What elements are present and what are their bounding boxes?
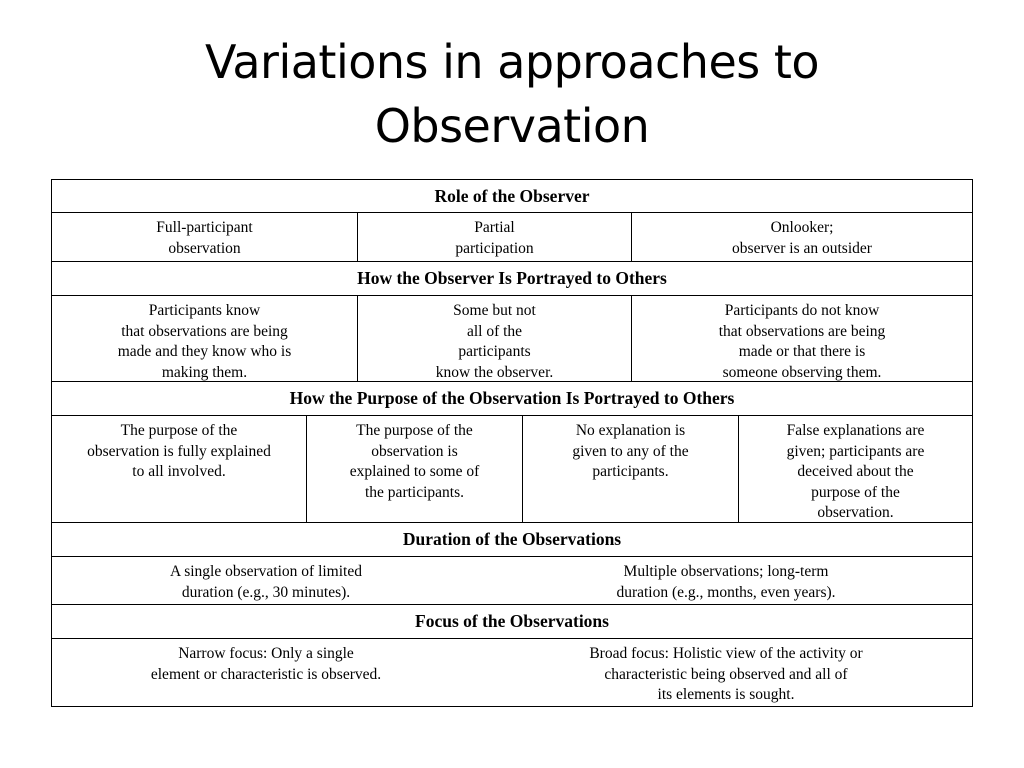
section-header-duration-text: Duration of the Observations bbox=[402, 529, 622, 549]
table-cell-participants-do-not-know: Participants do not know that observations are being made or that there is someone observing them. bbox=[718, 302, 886, 381]
table-cell-full-participant: Full-participant observation bbox=[52, 213, 358, 261]
section-header-duration bbox=[51, 523, 973, 557]
section-header-role bbox=[51, 179, 973, 213]
slide-title-line-2: Observation bbox=[374, 99, 650, 153]
table-cell-narrow-focus: Narrow focus: Only a single element or characteristic is observed. bbox=[150, 645, 382, 683]
table-row-purpose bbox=[51, 416, 973, 523]
table-cell-some-know: Some but not all of the participants know the observer. bbox=[358, 296, 632, 381]
section-header-portrayal-text: How the Observer Is Portrayed to Others bbox=[357, 268, 667, 288]
section-header-purpose bbox=[51, 382, 973, 416]
section-header-portrayal bbox=[51, 262, 973, 296]
table-cell-no-explanation: No explanation is given to any of the participants. bbox=[523, 416, 739, 522]
table-row-portrayal bbox=[51, 296, 973, 382]
table-cell-broad-focus: Broad focus: Holistic view of the activity or characteristic being observed and all of its elements is sought. bbox=[589, 645, 863, 703]
table-row-focus bbox=[51, 639, 973, 707]
table-cell-fully-explained: The purpose of the observation is fully explained to all involved. bbox=[52, 416, 307, 522]
section-header-purpose-text: How the Purpose of the Observation Is Portrayed to Others bbox=[289, 388, 735, 408]
table-row-duration bbox=[51, 557, 973, 605]
slide-title bbox=[0, 30, 1024, 158]
table-cell-single-observation: A single observation of limited duration (e.g., 30 minutes). bbox=[169, 563, 362, 601]
section-header-focus-text: Focus of the Observations bbox=[415, 611, 609, 631]
table-cell-partial-participation: Partial participation bbox=[358, 213, 632, 261]
section-header-focus bbox=[51, 605, 973, 639]
table-cell-participants-know: Participants know that observations are being made and they know who is making them. bbox=[52, 296, 358, 381]
table-cell-multiple-observations: Multiple observations; long-term duration (e.g., months, even years). bbox=[616, 563, 836, 601]
slide-title-line-1: Variations in approaches to bbox=[204, 35, 820, 89]
table-cell-explained-to-some: The purpose of the observation is explained to some of the participants. bbox=[307, 416, 523, 522]
section-header-role-text: Role of the Observer bbox=[434, 185, 590, 206]
table-row-role bbox=[51, 213, 973, 262]
table-cell-onlooker: Onlooker; observer is an outsider bbox=[732, 219, 872, 257]
table-cell-false-explanations: False explanations are given; participants are deceived about the purpose of the observation. bbox=[786, 422, 925, 521]
